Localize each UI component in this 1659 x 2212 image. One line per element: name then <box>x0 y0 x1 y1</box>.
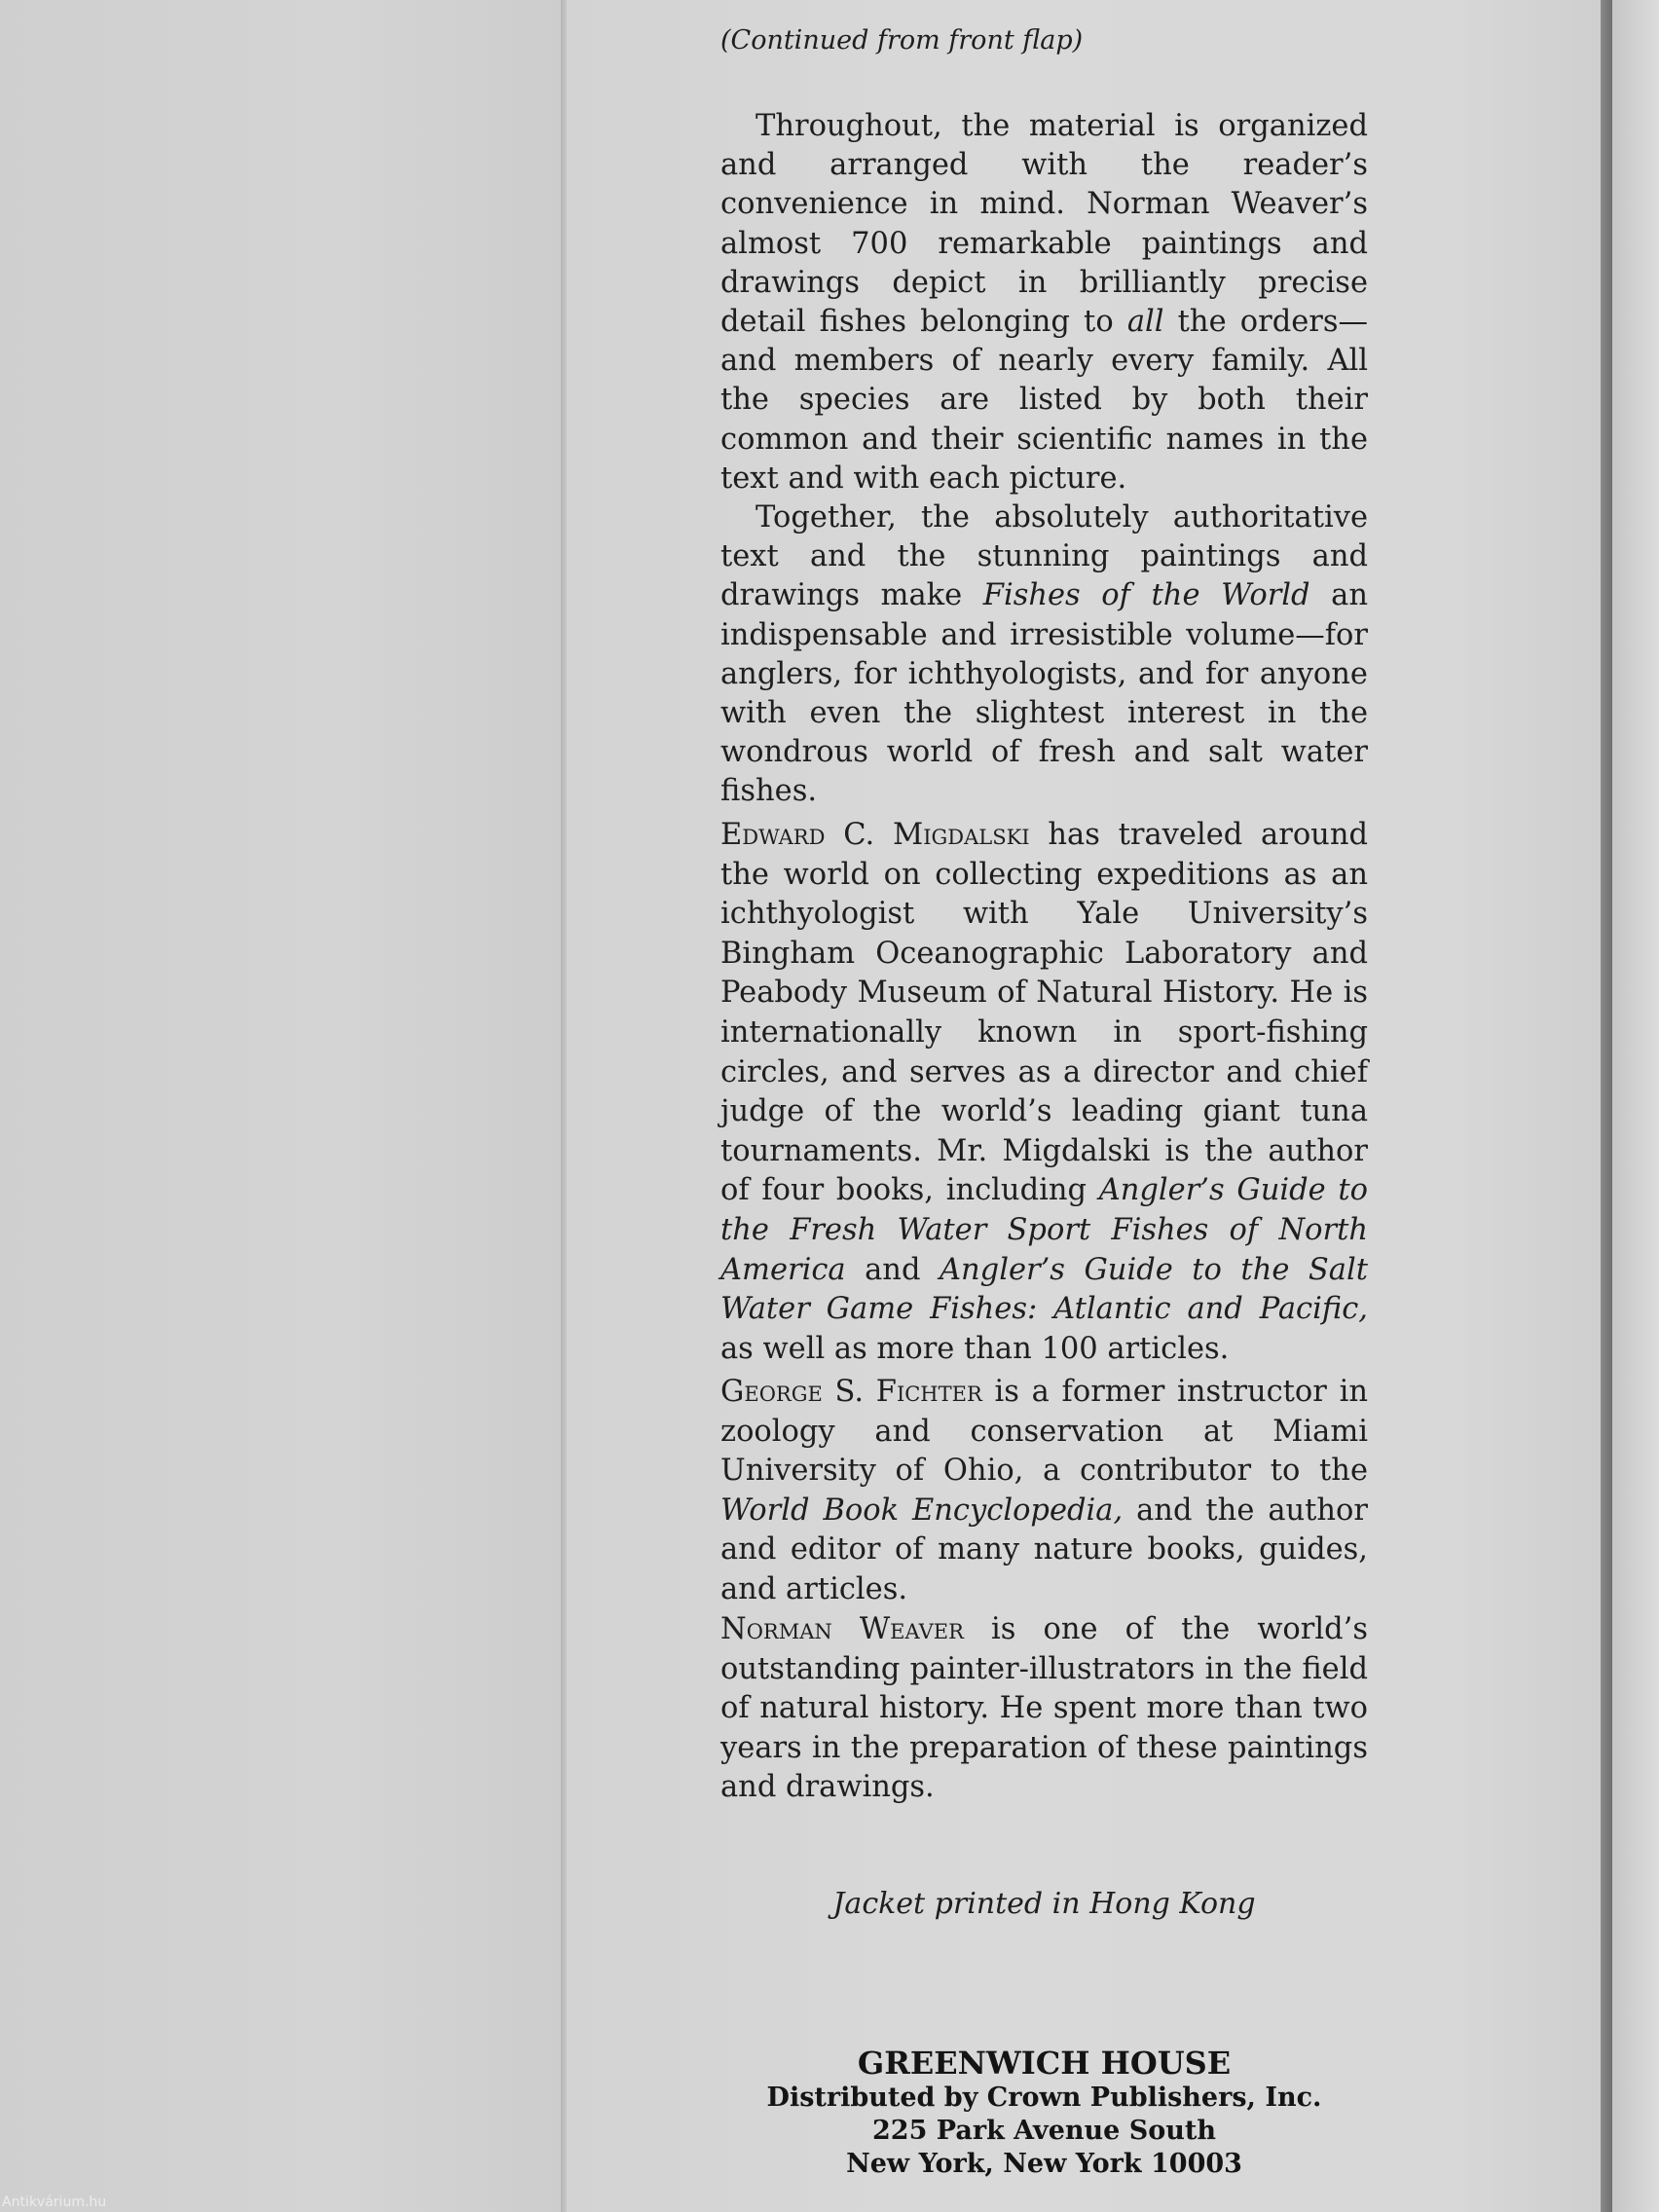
book-title: Angler’s Guide to the Salt Water Game Fishes: Atlantic and Pacific, <box>720 1252 1368 1327</box>
flap-edge-shadow <box>1601 0 1612 2212</box>
jacket-printed-note: Jacket printed in Hong Kong <box>832 1887 1256 1921</box>
author-name: Edward C. Migdalski <box>720 818 1030 852</box>
illustrator-name: Norman Weaver <box>720 1612 964 1646</box>
author-bio-migdalski: Edward C. Migdalski has traveled around the world on collecting expeditions as an ichthyologist with Yale University’s Bingham Oceanographic Laboratory and Peabody Museum of Natural History. He is internationally known in sport-fishing circles, and serves as a director and chief judge of the world’s leading giant tuna tournaments. Mr. Migdalski is the author of four books, including Angler’s Guide to the Fresh Water Sport Fishes of North America and Angler’s Guide to the Salt Water Game Fishes: Atlantic and Pacific, as well as more than 100 articles. <box>720 818 1368 1366</box>
description-paragraph-1: Throughout, the material is organized and arranged with the reader’s convenience in mind. Norman Weaver’s almost 700 remarkable paintings and drawings depict in brilliantly precise detail fishes belonging to all the orders—and members of nearly every family. All the species are listed by both their common and their scientific names in the text and with each picture. <box>720 109 1369 496</box>
continued-note: (Continued from front flap) <box>720 25 1084 55</box>
book-title: Angler’s Guide to the Fresh Water Sport Fishes of North America <box>720 1173 1368 1287</box>
address-street: 225 Park Avenue South <box>872 2116 1216 2146</box>
emphasis: all <box>1126 305 1164 340</box>
address-city: New York, New York 10003 <box>846 2149 1242 2179</box>
book-cover-edge <box>1612 0 1659 2212</box>
publisher-block <box>720 2045 1368 2181</box>
illustrator-bio-weaver: Norman Weaver is one of the world’s outstanding painter-illustrators in the field of natural history. He spent more than two years in the preparation of these paintings and drawings. <box>720 1612 1369 1805</box>
book-page-left <box>0 0 565 2212</box>
author-name: George S. Fichter <box>720 1375 982 1409</box>
flap-description <box>720 107 1368 812</box>
description-paragraph-2: Together, the absolutely authoritative text and the stunning paintings and drawings make Fishes of the World an indispensable and irresistible volume—for anglers, for ichthyologists, and for anyone with even the slightest interest in the wondrous world of fresh and salt water fishes. <box>720 500 1368 809</box>
author-bio-fichter: George S. Fichter is a former instructor in zoology and conservation at Miami University of Ohio, a contributor to the World Book Encyclopedia, and the author and editor of many nature books, guides, and articles. <box>720 1375 1368 1606</box>
book-title: Fishes of the World <box>982 578 1310 613</box>
publisher-name: GREENWICH HOUSE <box>857 2045 1232 2082</box>
distributor-line: Distributed by Crown Publishers, Inc. <box>766 2083 1322 2113</box>
encyclopedia-title: World Book Encyclopedia, <box>720 1493 1124 1528</box>
watermark: Antikvárium.hu <box>2 2194 107 2210</box>
